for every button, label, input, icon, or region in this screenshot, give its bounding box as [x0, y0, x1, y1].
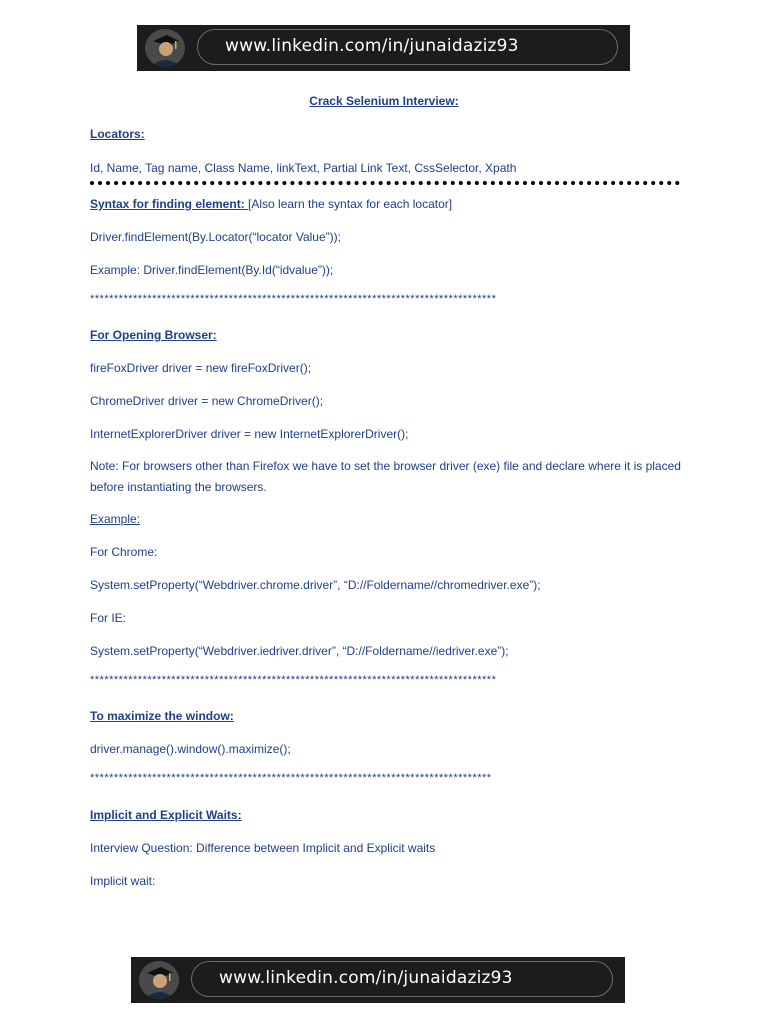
maximize-code: driver.manage().window().maximize();: [90, 742, 291, 756]
document-title: [0, 93, 768, 109]
ie-property-code: System.setProperty(“Webdriver.iedriver.driver”, “D://Foldername//iedriver.exe”);: [90, 644, 509, 658]
linkedin-banner-top: [137, 25, 630, 71]
graduate-avatar-icon: [139, 961, 179, 999]
maximize-heading-text: To maximize the window:: [90, 709, 234, 723]
syntax-code: Driver.findElement(By.Locator(“locator Value”));: [90, 230, 341, 244]
profile-avatar: [145, 29, 185, 67]
firefox-code: fireFoxDriver driver = new fireFoxDriver();: [90, 361, 312, 375]
title-text: Crack Selenium Interview:: [309, 94, 459, 108]
dotted-divider: [90, 181, 680, 185]
maximize-heading: [90, 708, 234, 724]
profile-avatar: [139, 961, 179, 999]
chrome-code: ChromeDriver driver = new ChromeDriver();: [90, 394, 324, 408]
linkedin-url[interactable]: www.linkedin.com/in/junaidaziz93: [225, 36, 519, 56]
interview-question: Interview Question: Difference between Implicit and Explicit waits: [90, 841, 436, 855]
syntax-heading: Syntax for finding element:: [90, 197, 249, 211]
syntax-line: [90, 196, 452, 212]
locators-heading-text: Locators:: [90, 127, 145, 141]
waits-heading-text: Implicit and Explicit Waits:: [90, 808, 242, 822]
example-heading: [90, 511, 140, 527]
implicit-wait-label: Implicit wait:: [90, 874, 156, 888]
chrome-property-code: System.setProperty(“Webdriver.chrome.driver”, “D://Foldername//chromedriver.exe”);: [90, 578, 541, 592]
graduate-avatar-icon: [145, 29, 185, 67]
example-heading-text: Example:: [90, 512, 141, 526]
linkedin-banner-bottom: [131, 957, 625, 1003]
ie-code: InternetExplorerDriver driver = new InternetExplorerDriver();: [90, 427, 409, 441]
for-chrome-label: For Chrome:: [90, 545, 158, 559]
linkedin-url[interactable]: www.linkedin.com/in/junaidaziz93: [219, 968, 513, 988]
syntax-example: Example: Driver.findElement(By.Id(“idvalue”));: [90, 263, 334, 277]
waits-heading: [90, 807, 242, 823]
star-divider-3: ************************************************************************************: [90, 772, 492, 784]
for-ie-label: For IE:: [90, 611, 127, 625]
browser-heading-text: For Opening Browser:: [90, 328, 217, 342]
star-divider-2: *************************************************************************************: [90, 674, 497, 686]
syntax-note: [Also learn the syntax for each locator]: [248, 197, 453, 211]
browser-note: Note: For browsers other than Firefox we have to set the browser driver (exe) file and declare where it is placed before instantiating the browsers.: [90, 459, 681, 494]
locators-list: Id, Name, Tag name, Class Name, linkText, Partial Link Text, CssSelector, Xpath: [90, 161, 517, 175]
locators-heading: [90, 126, 145, 142]
browser-heading: [90, 327, 217, 343]
star-divider-1: *************************************************************************************: [90, 293, 497, 305]
